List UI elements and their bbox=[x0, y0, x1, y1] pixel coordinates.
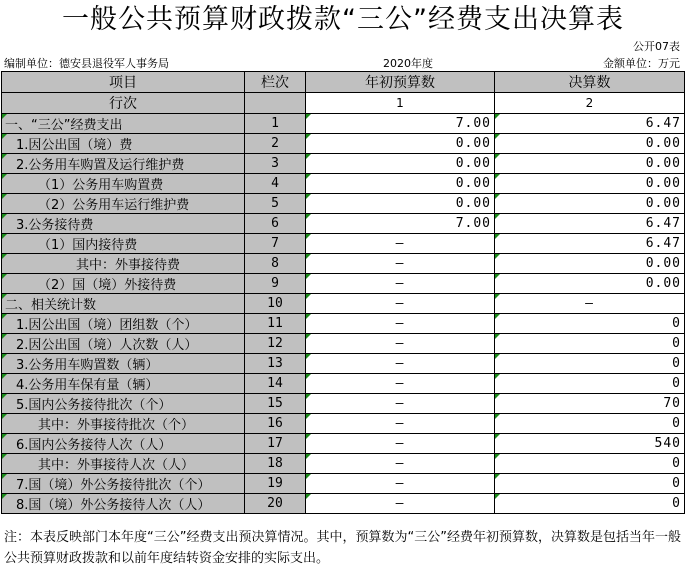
table-row bbox=[2, 314, 685, 334]
row-line-no: 5 bbox=[245, 194, 306, 214]
row-budget: 0.00 bbox=[306, 154, 495, 174]
row-item: 5.国内公务接待批次（个） bbox=[2, 394, 245, 414]
row-budget: — bbox=[306, 414, 495, 434]
expenditure-table bbox=[1, 71, 685, 514]
row-line-no: 9 bbox=[245, 274, 306, 294]
row-final: — bbox=[495, 294, 685, 314]
row-item: 3.公务用车购置数（辆） bbox=[2, 354, 245, 374]
footnote: 注：本表反映部门本年度“三公”经费支出预决算情况。其中，预算数为“三公”经费年初预算数，决算数是包括当年一般公共预算财政拨款和以前年度结转资金安排的实际支出。 bbox=[4, 530, 681, 566]
row-item: （1）国内接待费 bbox=[2, 234, 245, 254]
form-number: 公开07表 bbox=[633, 40, 680, 53]
row-line-no: 13 bbox=[245, 354, 306, 374]
row-final: 0 bbox=[495, 494, 685, 514]
fiscal-year: 2020年度 bbox=[383, 57, 433, 70]
page-title: 一般公共预算财政拨款“三公”经费支出决算表 bbox=[62, 4, 624, 35]
row-final: 0.00 bbox=[495, 174, 685, 194]
row-final: 0 bbox=[495, 414, 685, 434]
table-row bbox=[2, 194, 685, 214]
row-final: 540 bbox=[495, 434, 685, 454]
row-line-no: 11 bbox=[245, 314, 306, 334]
row-item: 2.公务用车购置及运行维护费 bbox=[2, 154, 245, 174]
row-item: （2）国（境）外接待费 bbox=[2, 274, 245, 294]
row-final: 0.00 bbox=[495, 274, 685, 294]
row-budget: 7.00 bbox=[306, 214, 495, 234]
row-budget: — bbox=[306, 274, 495, 294]
row-budget: — bbox=[306, 334, 495, 354]
row-budget: — bbox=[306, 254, 495, 274]
compiling-unit: 编制单位：德安县退役军人事务局 bbox=[4, 57, 169, 70]
row-final: 0.00 bbox=[495, 254, 685, 274]
row-budget: 0.00 bbox=[306, 174, 495, 194]
table-row bbox=[2, 354, 685, 374]
table-row bbox=[2, 414, 685, 434]
subheader-empty bbox=[245, 93, 306, 114]
row-item: 1.因公出国（境）团组数（个） bbox=[2, 314, 245, 334]
row-item: 二、相关统计数 bbox=[2, 294, 245, 314]
row-budget: — bbox=[306, 494, 495, 514]
row-line-no: 6 bbox=[245, 214, 306, 234]
table-subheader-row bbox=[2, 93, 685, 114]
row-item: （1）公务用车购置费 bbox=[2, 174, 245, 194]
table-row bbox=[2, 494, 685, 514]
row-line-no: 10 bbox=[245, 294, 306, 314]
row-budget: 0.00 bbox=[306, 134, 495, 154]
row-budget: — bbox=[306, 314, 495, 334]
table-row bbox=[2, 214, 685, 234]
row-final: 0 bbox=[495, 334, 685, 354]
row-item: 8.国（境）外公务接待人次（人） bbox=[2, 494, 245, 514]
table-row bbox=[2, 394, 685, 414]
row-final: 0 bbox=[495, 354, 685, 374]
header-budget: 年初预算数 bbox=[306, 72, 495, 93]
table-row bbox=[2, 334, 685, 354]
row-item: 1.因公出国（境）费 bbox=[2, 134, 245, 154]
row-line-no: 2 bbox=[245, 134, 306, 154]
row-line-no: 12 bbox=[245, 334, 306, 354]
row-item: 其中：外事接待人次（人） bbox=[2, 454, 245, 474]
row-line-no: 8 bbox=[245, 254, 306, 274]
row-budget: — bbox=[306, 394, 495, 414]
row-final: 0 bbox=[495, 474, 685, 494]
row-final: 0 bbox=[495, 314, 685, 334]
row-item: 6.国内公务接待人次（人） bbox=[2, 434, 245, 454]
subheader-label: 行次 bbox=[2, 93, 245, 114]
subheader-budget-no: 1 bbox=[306, 93, 495, 114]
row-line-no: 3 bbox=[245, 154, 306, 174]
table-row bbox=[2, 154, 685, 174]
row-final: 0 bbox=[495, 454, 685, 474]
row-line-no: 7 bbox=[245, 234, 306, 254]
row-final: 0 bbox=[495, 374, 685, 394]
row-budget: — bbox=[306, 374, 495, 394]
subheader-final-no: 2 bbox=[495, 93, 685, 114]
table-row bbox=[2, 134, 685, 154]
row-budget: — bbox=[306, 434, 495, 454]
row-budget: — bbox=[306, 294, 495, 314]
row-budget: — bbox=[306, 474, 495, 494]
row-line-no: 19 bbox=[245, 474, 306, 494]
row-item: 一、“三公”经费支出 bbox=[2, 114, 245, 134]
row-final: 6.47 bbox=[495, 214, 685, 234]
table-row bbox=[2, 454, 685, 474]
header-final: 决算数 bbox=[495, 72, 685, 93]
row-item: （2）公务用车运行维护费 bbox=[2, 194, 245, 214]
row-item: 3.公务接待费 bbox=[2, 214, 245, 234]
row-line-no: 16 bbox=[245, 414, 306, 434]
table-row bbox=[2, 434, 685, 454]
row-budget: 0.00 bbox=[306, 194, 495, 214]
table-row bbox=[2, 114, 685, 134]
row-item: 4.公务用车保有量（辆） bbox=[2, 374, 245, 394]
row-budget: — bbox=[306, 454, 495, 474]
header-line-no: 栏次 bbox=[245, 72, 306, 93]
row-final: 0.00 bbox=[495, 194, 685, 214]
row-item: 2.因公出国（境）人次数（人） bbox=[2, 334, 245, 354]
row-budget: — bbox=[306, 234, 495, 254]
row-line-no: 17 bbox=[245, 434, 306, 454]
row-budget: — bbox=[306, 354, 495, 374]
row-final: 0.00 bbox=[495, 154, 685, 174]
row-final: 6.47 bbox=[495, 234, 685, 254]
table-row bbox=[2, 254, 685, 274]
money-unit: 金额单位：万元 bbox=[603, 57, 680, 70]
row-item: 其中：外事接待费 bbox=[2, 254, 245, 274]
table-row bbox=[2, 234, 685, 254]
table-row bbox=[2, 174, 685, 194]
table-row bbox=[2, 274, 685, 294]
row-line-no: 15 bbox=[245, 394, 306, 414]
table-row bbox=[2, 474, 685, 494]
table-header-row bbox=[2, 72, 685, 93]
table-row bbox=[2, 374, 685, 394]
row-final: 0.00 bbox=[495, 134, 685, 154]
table-row bbox=[2, 294, 685, 314]
row-line-no: 4 bbox=[245, 174, 306, 194]
row-final: 70 bbox=[495, 394, 685, 414]
row-line-no: 14 bbox=[245, 374, 306, 394]
row-item: 7.国（境）外公务接待批次（个） bbox=[2, 474, 245, 494]
row-final: 6.47 bbox=[495, 114, 685, 134]
row-line-no: 18 bbox=[245, 454, 306, 474]
header-item: 项目 bbox=[2, 72, 245, 93]
row-line-no: 1 bbox=[245, 114, 306, 134]
row-budget: 7.00 bbox=[306, 114, 495, 134]
row-line-no: 20 bbox=[245, 494, 306, 514]
row-item: 其中：外事接待批次（个） bbox=[2, 414, 245, 434]
